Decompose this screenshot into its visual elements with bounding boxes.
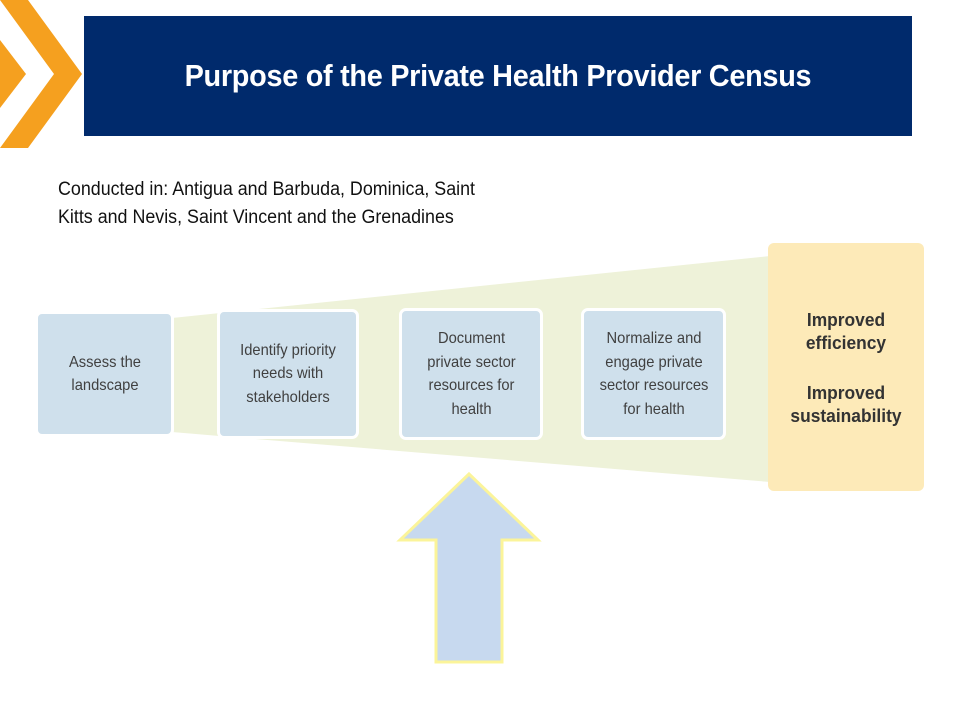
up-arrow-icon bbox=[396, 470, 542, 666]
outcome-efficiency: Improved efficiency bbox=[805, 308, 887, 353]
step-identify-needs bbox=[217, 309, 359, 439]
subtitle-text: Conducted in: Antigua and Barbuda, Dominica, Saint Kitts and Nevis, Saint Vincent and the Grenadines bbox=[58, 179, 476, 228]
outcome-sustainability: Improved sustainability bbox=[790, 381, 902, 426]
page-title: Purpose of the Private Health Provider Census bbox=[184, 58, 812, 93]
step-document-resources bbox=[399, 308, 543, 440]
step-normalize-engage bbox=[581, 308, 726, 440]
step-label: Normalize and engage private sector resources for health bbox=[599, 330, 708, 418]
outcome-box bbox=[768, 243, 924, 491]
step-assess-landscape bbox=[35, 311, 174, 437]
step-label: Document private sector resources for health bbox=[426, 330, 516, 418]
step-label: Assess the landscape bbox=[68, 353, 141, 394]
step-label: Identify priority needs with stakeholders bbox=[240, 341, 336, 406]
